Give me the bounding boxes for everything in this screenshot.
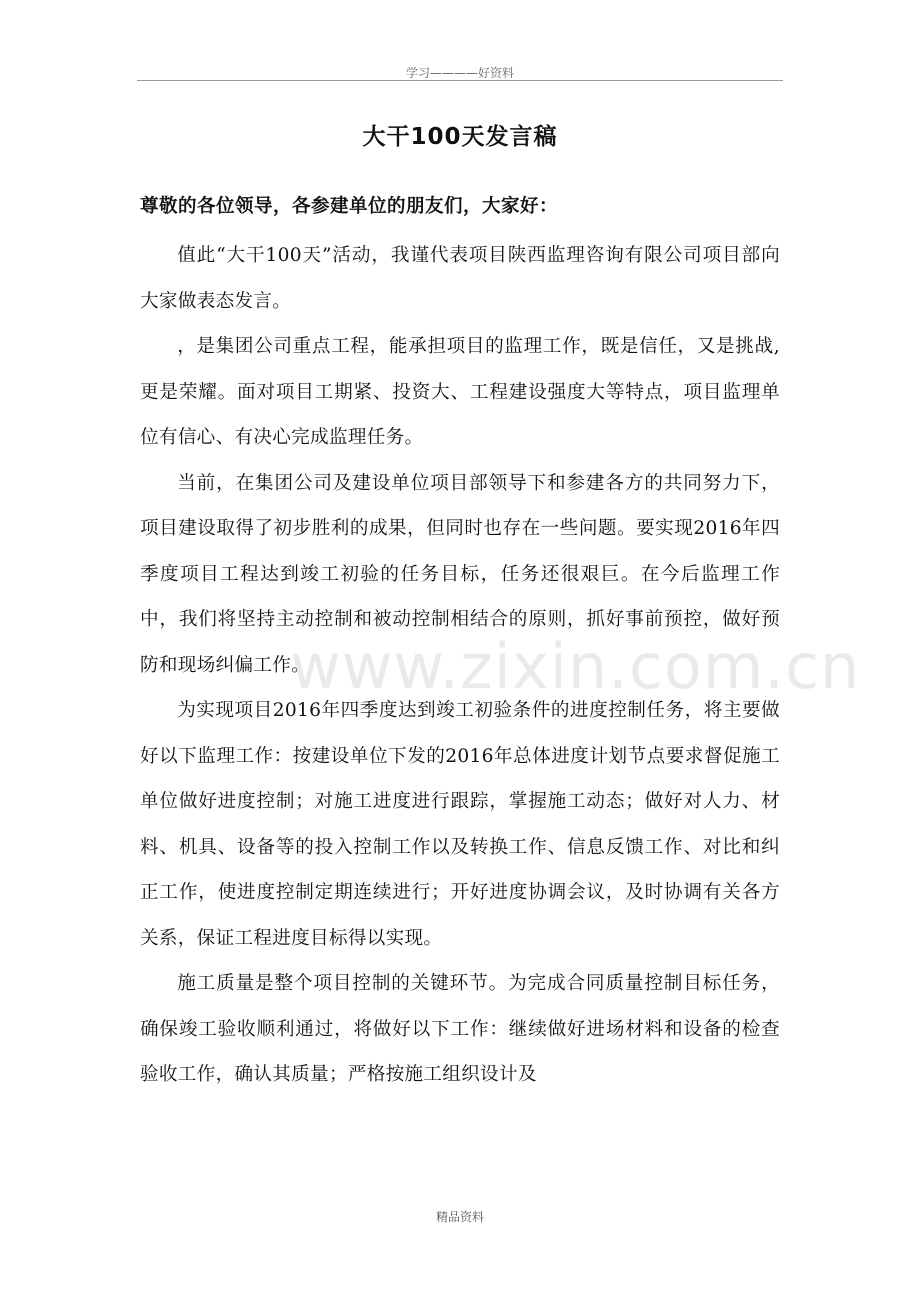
page-header: 学习————好资料 bbox=[405, 66, 514, 80]
paragraph: ，是集团公司重点工程，能承担项目的监理工作，既是信任，又是挑战,更是荣耀。面对项目工期紧、投资大、工程建设强度大等特点，项目监理单位有信心、有决心完成监理任务。 bbox=[140, 336, 780, 448]
document-title: 大干100天发言稿 bbox=[362, 124, 558, 150]
salutation: 尊敬的各位领导，各参建单位的朋友们，大家好： bbox=[140, 196, 559, 217]
page-footer: 精品资料 bbox=[435, 1210, 484, 1224]
document-body bbox=[140, 233, 780, 1098]
paragraph: 值此“大干100天”活动，我谨代表项目陕西监理咨询有限公司项目部向大家做表态发言。 bbox=[140, 245, 780, 312]
paragraph: 为实现项目2016年四季度达到竣工初验条件的进度控制任务，将主要做好以下监理工作：按建设单位下发的2016年总体进度计划节点要求督促施工单位做好进度控制；对施工进度进行跟踪，掌握施工动态；做好对人力、材料、机具、设备等的投入控制工作以及转换工作、信息反馈工作、对比和纠正工作，使进度控制定期连续进行；开好进度协调会议，及时协调有关各方关系，保证工程进度目标得以实现。 bbox=[140, 700, 780, 949]
watermark: www.zixin.com.cn bbox=[290, 630, 861, 703]
paragraph: 施工质量是整个项目控制的关键环节。为完成合同质量控制目标任务，确保竣工验收顺利通过，将做好以下工作：继续做好进场材料和设备的检查验收工作，确认其质量；严格按施工组织设计及 bbox=[140, 973, 780, 1085]
header-divider bbox=[137, 80, 783, 81]
paragraph: 当前，在集团公司及建设单位项目部领导下和参建各方的共同努力下，项目建设取得了初步胜利的成果，但同时也存在一些问题。要实现2016年四季度项目工程达到竣工初验的任务目标，任务还很艰巨。在今后监理工作中，我们将坚持主动控制和被动控制相结合的原则，抓好事前预控，做好预防和现场纠偏工作。 bbox=[140, 472, 780, 676]
